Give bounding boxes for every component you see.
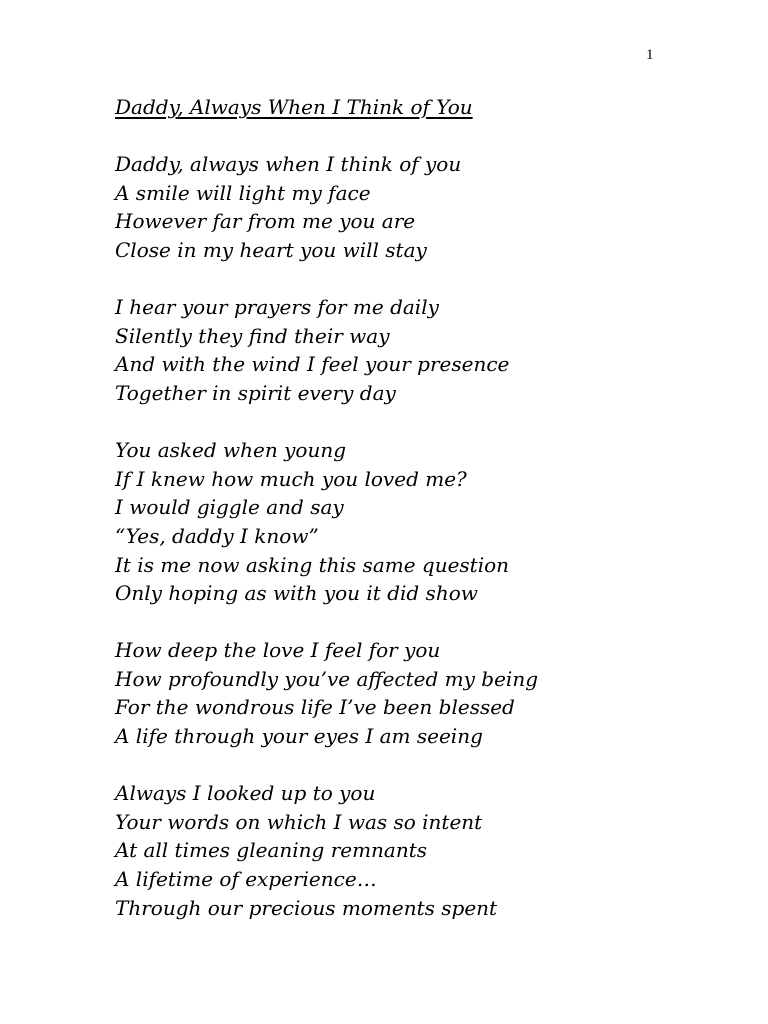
stanza-1 [115, 150, 735, 264]
poem-line: “Yes, daddy I know” [115, 523, 319, 548]
poem-line: Only hoping as with you it did show [115, 581, 478, 606]
poem-line: For the wondrous life I’ve been blessed [115, 695, 515, 720]
poem-line: Daddy, always when I think of you [115, 152, 462, 177]
poem-line: How profoundly you’ve affected my being [115, 666, 538, 691]
poem-line: A lifetime of experience… [115, 867, 377, 892]
poem-line: I hear your prayers for me daily [115, 295, 439, 320]
page-number: 1 [646, 47, 654, 63]
poem [115, 93, 735, 922]
poem-line: However far from me you are [115, 209, 416, 234]
poem-line: It is me now asking this same question [115, 552, 510, 577]
poem-line: Through our precious moments spent [115, 895, 498, 920]
poem-line: I would giggle and say [115, 495, 344, 520]
stanza-2 [115, 293, 735, 407]
poem-line: You asked when young [115, 438, 347, 463]
poem-line: If I knew how much you loved me? [115, 466, 467, 491]
poem-line: Close in my heart you will stay [115, 237, 427, 262]
poem-line: And with the wind I feel your presence [115, 352, 510, 377]
poem-line: Together in spirit every day [115, 380, 396, 405]
poem-title: Daddy, Always When I Think of You [115, 95, 473, 119]
poem-line: At all times gleaning remnants [115, 838, 428, 863]
poem-line: Your words on which I was so intent [115, 809, 483, 834]
poem-line: A smile will light my face [115, 180, 371, 205]
stanza-5 [115, 779, 735, 922]
stanza-3 [115, 436, 735, 608]
poem-line: Silently they find their way [115, 323, 390, 348]
poem-line: A life through your eyes I am seeing [115, 724, 483, 749]
poem-line: How deep the love I feel for you [115, 638, 441, 663]
poem-line: Always I looked up to you [115, 781, 376, 806]
stanza-4 [115, 636, 735, 750]
